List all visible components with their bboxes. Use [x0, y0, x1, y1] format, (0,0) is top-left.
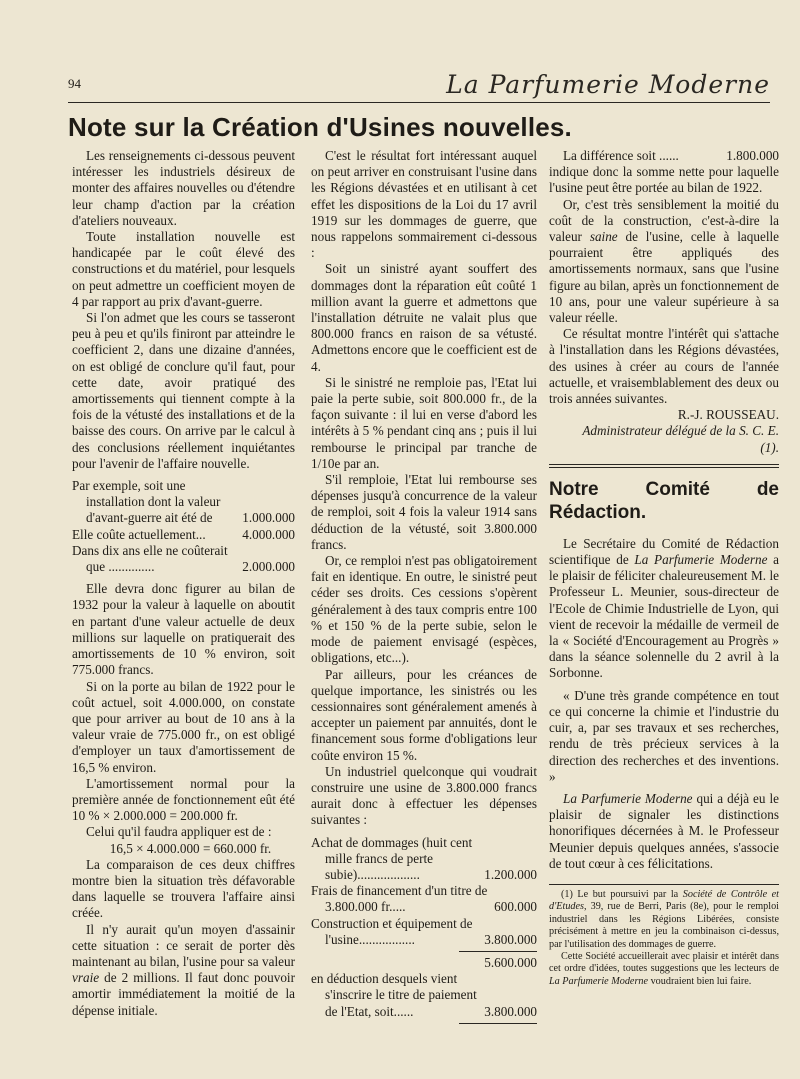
expense-value: 1.200.000	[484, 866, 537, 882]
formula: 16,5 × 4.000.000 = 660.000 fr.	[109, 840, 272, 856]
section-title: Notre Comité de Rédaction.	[549, 478, 779, 523]
paragraph: Le Secrétaire du Comité de Rédaction scientifique de La Parfumerie Moderne a le plaisir de féliciter chaleureusement M. le Professeur L. Meunier, sous-directeur de l'Ecole de Chimie Industrielle de Lyon, qui vient de recevoir la médaille de vermeil de la « Société d'Encouragement au Progrès » dans la séance solennelle du 2 avril à la Sorbonne.	[549, 535, 780, 681]
expense-label: Achat de dommages (huit cent mille francs de perte subie)...................	[311, 834, 473, 882]
paragraph: Celui qu'il faudra appliquer est de :	[86, 824, 272, 840]
expense-value: 3.800.000	[484, 1003, 537, 1019]
expense-value: 3.800.000	[484, 931, 537, 947]
sum-rule	[459, 951, 537, 952]
expense-row	[311, 971, 537, 1020]
paragraph: Un industriel quelconque qui voudrait construire une usine de 3.800.000 francs aurait donc à effectuer les dépenses suivantes :	[311, 763, 537, 828]
example-label: Dans dix ans elle ne coûterait que ..............	[72, 542, 228, 575]
difference-label: La différence soit ......	[563, 148, 679, 163]
example-row	[72, 527, 295, 543]
paragraph: Or, ce remploi n'est pas obligatoirement fait en identique. En outre, le sinistré peut céder ses droits. Ces cessions s'opèrent généralement à des taux compris entre 100 % et 150 % de la perte subie, selon le mode de paiement envisagé (espèces, obligations, etc...).	[311, 553, 537, 666]
example-label: Elle coûte actuellement...	[72, 526, 206, 542]
paragraph: Si l'on admet que les cours se tasseront peu à peu et qu'ils finiront par atteindre le coefficient 2, dans une dizaine d'années, on est obligé de conclure qu'il faut, pour cette date, avoir pratiqué des amortissements qui tiennent compte à la fois de la vétusté des installations et de la baisse des cours. On arrive par le calcul à des conclusions réellement inquiétantes pour l'avenir de l'affaire nouvelle.	[72, 310, 295, 471]
paragraph: L'amortissement normal pour la première année de fonctionnement eût été 10 % × 2.000.000 = 200.000 fr.	[72, 775, 295, 824]
sum-rule	[459, 1023, 537, 1024]
expense-label: Construction et équipement de l'usine.................	[311, 915, 473, 947]
expense-row	[311, 883, 537, 915]
example-row	[72, 478, 295, 527]
expense-total: 5.600.000	[484, 954, 537, 970]
example-value: 2.000.000	[242, 559, 295, 575]
column-2	[311, 148, 537, 1027]
paragraph: Soit un sinistré ayant souffert des dommages dont la réparation eût coûté 1 million avant la guerre et admettons que l'installation détruite ne valait plus que 800.000 francs en raison de sa vétusté. Admettons encore que le coefficient est de 4.	[311, 261, 537, 374]
difference-row	[549, 148, 779, 164]
example-row	[72, 543, 295, 575]
paragraph: Par ailleurs, pour les créances de quelque importance, les sinistrés ou les cessionnaires sont généralement amenés à accepter un paiement par annuités, dont le financement sous forme d'obligations leur coûte environ 15 %.	[311, 666, 537, 763]
expense-value: 600.000	[494, 899, 537, 915]
expense-row	[311, 916, 537, 948]
paragraph: Elle devra donc figurer au bilan de 1932 pour la valeur à laquelle on aboutit en partant d'une valeur actuelle de deux millions sur laquelle on pratiquerait des amortissements de 10 % environ, soit 775.000 francs.	[72, 581, 295, 678]
paragraph: La Parfumerie Moderne qui a déjà eu le plaisir de signaler les distinctions honorifiques décernées à M. le Professeur Meunier depuis quelques années, s'associe de tout cœur à ces félicitations.	[549, 790, 779, 871]
paragraph: La comparaison de ces deux chiffres montre bien la situation très défavorable dans laquelle se trouvera l'affaire ainsi créée.	[72, 856, 295, 921]
author-signature: R.-J. ROUSSEAU.	[677, 407, 779, 423]
paragraph: Ce résultat montre l'intérêt qui s'attache à l'installation dans les Régions dévastées, des usines à créer au cours de l'année actuelle, et vraisemblablement des deux ou trois années suivantes.	[549, 326, 779, 407]
paragraph: Or, c'est très sensiblement la moitié du coût de la construction, c'est-à-dire la valeur saine de l'usine, celle à laquelle pourraient être appliqués des amortissements normaux, sans que l'usine figure au bilan, après un fonctionnement de 10 ans, pour une valeur supérieure à sa valeur réelle.	[549, 196, 780, 326]
footnote	[549, 884, 779, 988]
column-1	[72, 148, 295, 1019]
paragraph: Les renseignements ci-dessous peuvent intéresser les industriels désireux de monter des affaires nouvelles ou d'étendre leur champ d'action par la création d'ateliers nouveaux.	[72, 148, 295, 228]
header-rule	[68, 102, 770, 103]
masthead: La Parfumerie Moderne	[446, 70, 770, 99]
paragraph: S'il remploie, l'Etat lui rembourse ses dépenses jusqu'à concurrence de la valeur de remploi, soit 4 fois la valeur 1914 sans déduction de la vétusté, soit 3.800.000 francs.	[311, 472, 537, 552]
footnote-text: (1) Le but poursuivi par la Société de Contrôle et d'Etudes, 39, rue de Berri, Paris (8e), pour le remploi industriel dans les Régions Libérées, consiste précisément à mettre en jeu la combinaison ci-dessus, par l'utilisation des dommages de guerre.	[549, 888, 779, 950]
column-3	[549, 148, 779, 988]
section-divider	[549, 464, 779, 468]
expense-label: Frais de financement d'un titre de 3.800.000 fr.....	[311, 883, 488, 915]
quote: « D'une très grande compétence en tout ce qui concerne la chimie et l'industrie du cuir, a, par ses travaux et ses recherches, rendu de très précieux services à la direction des recherches et des inventions. »	[549, 687, 779, 784]
paragraph: Si le sinistré ne remploie pas, l'Etat lui paie la perte subie, soit 800.000 fr., de la façon suivante : il lui en verse d'abord les intérêts à 5 % pendant cinq ans ; puis il lui rembourse le principal par tranche de 1/10e par an.	[311, 374, 537, 471]
example-value: 1.000.000	[242, 510, 295, 526]
expense-total-row	[311, 955, 537, 971]
expense-row	[311, 835, 537, 884]
article-title: Note sur la Création d'Usines nouvelles.	[68, 112, 572, 142]
paragraph: Il n'y aurait qu'un moyen d'assainir cette situation : ce serait de porter dès maintenant au bilan, l'usine pour sa valeur vraie de 2 millions. Il faut donc pouvoir amortir immédiatement la moitié de la dépense initiale.	[72, 921, 295, 1018]
expense-label: en déduction desquels vient s'inscrire le titre de paiement de l'Etat, soit......	[311, 971, 477, 1019]
example-label: Par exemple, soit une installation dont la valeur d'avant-guerre ait été de	[72, 478, 221, 526]
paragraph: Toute installation nouvelle est handicapée par le coût élevé des constructions et du matériel, pour lesquels on peut admettre un coefficient moyen de 4 par rapport au prix d'avant-guerre.	[72, 229, 295, 309]
example-value: 4.000.000	[242, 526, 295, 542]
page-number: 94	[68, 76, 81, 91]
paragraph: indique donc la somme nette pour laquelle l'usine peut être portée au bilan de 1922.	[549, 164, 779, 196]
footnote-text: Cette Société accueillerait avec plaisir et intérêt dans cet ordre d'idées, toutes suggestions que les lecteurs de La Parfumerie Moderne voudraient bien lui faire.	[549, 950, 779, 987]
author-title: Administrateur délégué de la S. C. E. (1).	[582, 423, 779, 455]
paragraph: C'est le résultat fort intéressant auquel on peut arriver en construisant l'usine dans les Régions dévastées et en utilisant à cet effet les dispositions de la Loi du 17 avril 1919 sur les dommages de guerre, que nous rappelons sommairement ci-dessous :	[311, 148, 537, 261]
difference-value: 1.800.000	[726, 148, 779, 163]
paragraph: Si on la porte au bilan de 1922 pour le coût actuel, soit 4.000.000, on constate que pour arriver au bout de 10 ans à la valeur vraie de 775.000 fr., on est obligé d'employer un taux d'amortissement de 16,5 % environ.	[72, 678, 295, 775]
